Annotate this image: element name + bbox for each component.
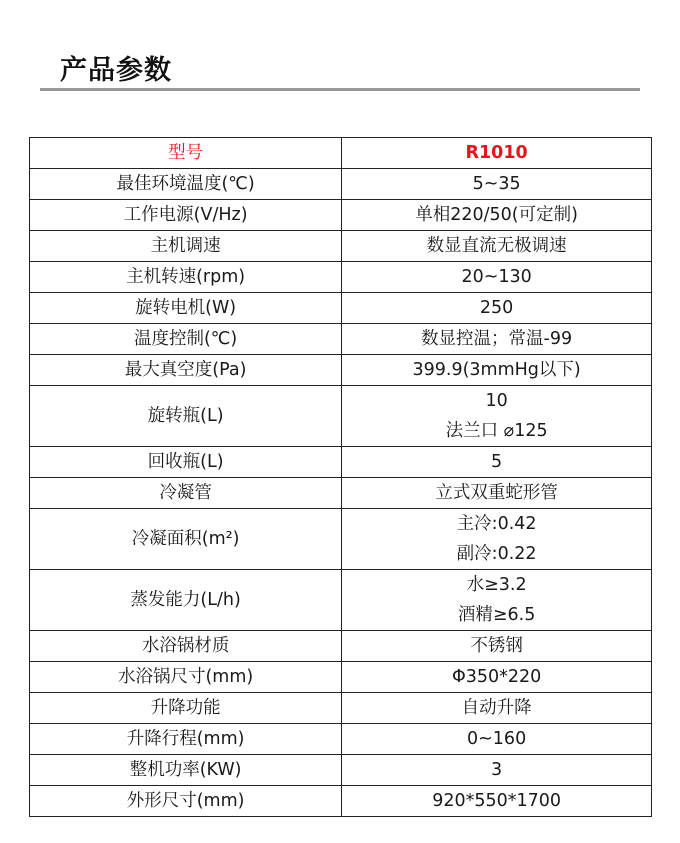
spec-value: 数显控温；常温-99 [421,329,573,349]
spec-label: 最佳环境温度(℃) [30,169,342,200]
spec-label: 冷凝面积(m²) [30,509,342,570]
spec-table [29,137,652,817]
spec-label: 旋转电机(W) [30,293,342,324]
spec-value-cell [342,231,652,262]
spec-value: 自动升降 [461,698,532,718]
table-row [30,262,652,293]
spec-value-cell [342,355,652,386]
spec-value: 单相220/50(可定制) [415,205,578,225]
spec-label: 回收瓶(L) [30,447,342,478]
spec-label: 旋转瓶(L) [30,386,342,447]
table-row [30,662,652,693]
table-row [30,293,652,324]
spec-label: 升降行程(mm) [30,724,342,755]
spec-value: 水≥3.2 [466,575,527,595]
spec-label: 工作电源(V/Hz) [30,200,342,231]
table-row [30,631,652,662]
table-row [30,755,652,786]
spec-value: 副冷:0.22 [456,544,537,564]
header-model-label: 型号 [30,138,342,169]
table-row [30,355,652,386]
spec-value: 立式双重蛇形管 [435,483,558,503]
spec-value: 3 [491,760,503,780]
table-row [30,200,652,231]
spec-value: 920*550*1700 [432,791,562,811]
spec-value-cell [342,724,652,755]
table-row [30,231,652,262]
spec-value-cell [342,755,652,786]
table-row [30,169,652,200]
table-header-row [30,138,652,169]
spec-value-cell [342,570,652,631]
spec-value: 250 [479,298,514,318]
spec-table-body [30,138,652,817]
spec-value-cell [342,631,652,662]
spec-label: 最大真空度(Pa) [30,355,342,386]
spec-value: 法兰口 ⌀125 [445,421,548,441]
table-row [30,324,652,355]
spec-label: 主机调速 [30,231,342,262]
spec-value-cell [342,386,652,447]
spec-value-cell [342,169,652,200]
spec-value: Φ350*220 [451,667,542,687]
spec-label: 外形尺寸(mm) [30,786,342,817]
table-row [30,693,652,724]
table-row [30,724,652,755]
spec-value: 5~35 [472,174,521,194]
spec-label: 升降功能 [30,693,342,724]
title-divider [40,88,640,91]
spec-label: 主机转速(rpm) [30,262,342,293]
table-row [30,786,652,817]
spec-label: 整机功率(KW) [30,755,342,786]
spec-value-cell [342,478,652,509]
spec-value-cell [342,324,652,355]
spec-value: 0~160 [467,729,527,749]
spec-value-cell [342,786,652,817]
table-row [30,386,652,447]
spec-value: 5 [491,452,503,472]
spec-value: 酒精≥6.5 [457,605,536,625]
spec-value: 数显直流无极调速 [426,236,567,256]
spec-value: 399.9(3mmHg以下) [412,360,581,380]
spec-value: 20~130 [461,267,532,287]
table-row [30,509,652,570]
spec-value-cell [342,662,652,693]
table-row [30,478,652,509]
spec-label: 蒸发能力(L/h) [30,570,342,631]
spec-label: 温度控制(℃) [30,324,342,355]
spec-label: 冷凝管 [30,478,342,509]
spec-value-cell [342,293,652,324]
page-title: 产品参数 [60,55,172,86]
header-model-value: R1010 [342,138,652,169]
spec-value-cell [342,509,652,570]
spec-label: 水浴锅尺寸(mm) [30,662,342,693]
spec-label: 水浴锅材质 [30,631,342,662]
spec-value: 主冷:0.42 [456,514,537,534]
spec-value-cell [342,200,652,231]
spec-value: 10 [485,391,508,411]
spec-value-cell [342,447,652,478]
spec-value: 不锈钢 [470,636,523,656]
table-row [30,570,652,631]
table-row [30,447,652,478]
spec-value-cell [342,262,652,293]
spec-value-cell [342,693,652,724]
